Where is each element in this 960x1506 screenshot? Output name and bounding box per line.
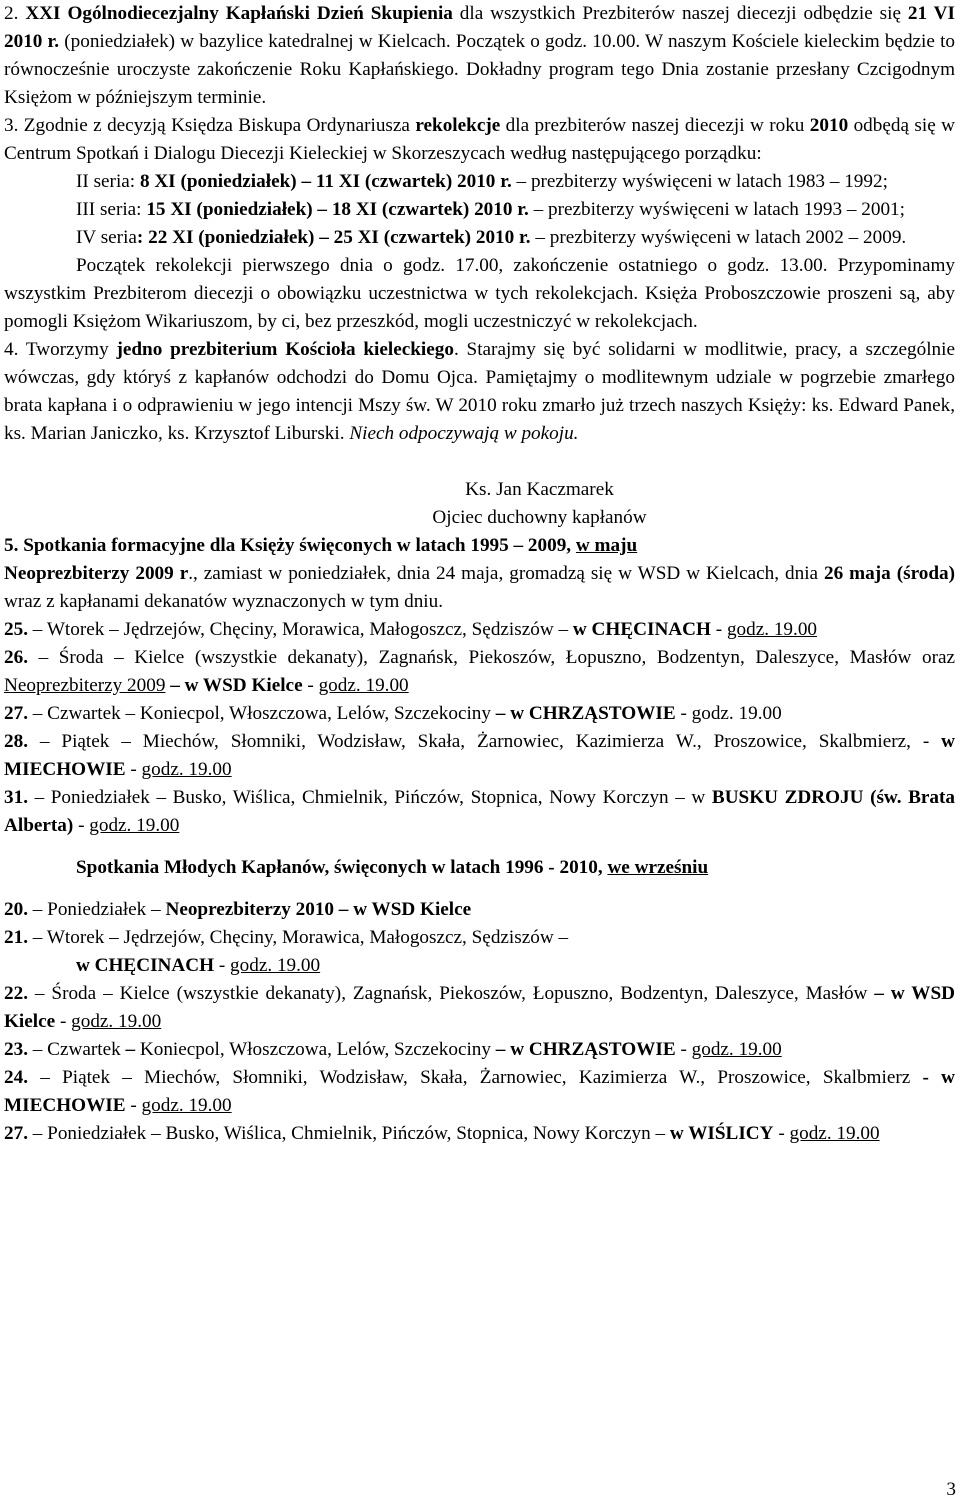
list-item <box>4 924 955 980</box>
meeting-time: godz. 19.00 <box>318 675 409 696</box>
list-item <box>4 896 955 924</box>
series-info: – prezbiterzy wyświęceni w latach 2002 – 2009. <box>530 227 907 248</box>
day-number: 20. <box>4 899 28 920</box>
signature-title: Ojciec duchowny kapłanów <box>432 507 647 528</box>
paragraph-number: 2. <box>4 3 26 24</box>
day-number: 28. <box>4 731 28 752</box>
deaneries: – Poniedziałek – Busko, Wiślica, Chmielnik, Pińczów, Stopnica, Nowy Korczyn – w <box>27 787 712 808</box>
retreat-closing: Początek rekolekcji pierwszego dnia o godz. 17.00, zakończenie ostatniego o godz. 13.00. Przypominamy wszystkim Prezbiterom diecezji o obowiązku uczestnictwa w tych rekolekcjach. Księża Proboszczowie proszeni są, aby pomogli Księżom Wikariuszom, by ci, bez przeszkód, mogli uczestniczyć w rekolekcjach. <box>4 255 955 332</box>
deaneries: – Piątek – Miechów, Słomniki, Wodzisław, Skała, Żarnowiec, Kazimierza W., Proszowice, Skalbmierz, - <box>27 731 942 752</box>
deaneries: – Piątek – Miechów, Słomniki, Wodzisław, Skała, Żarnowiec, Kazimierza W., Proszowice, Skalbmierz <box>27 1067 923 1088</box>
event-date: 21 VI 2010 r. <box>4 3 956 52</box>
list-item <box>4 700 955 728</box>
meeting-place: BUSKU ZDROJU (św. Brata Alberta) <box>4 787 955 836</box>
section-month: we wrześniu <box>607 857 709 878</box>
day-number: 26. <box>4 647 28 668</box>
young-priests-heading <box>4 854 955 882</box>
year: 2010 <box>809 115 849 136</box>
series-info: – prezbiterzy wyświęceni w latach 1983 – 1992; <box>511 171 888 192</box>
separator: - <box>710 619 727 640</box>
meeting-time: godz. 19.00 <box>726 619 818 640</box>
deaneries: – Wtorek – Jędrzejów, Chęciny, Morawica, Małogoszcz, Sędziszów – <box>27 927 569 948</box>
deaneries: – Czwartek <box>27 1039 126 1060</box>
meeting-place: w MIECHOWIE <box>4 731 955 780</box>
day-number: 25. <box>4 619 28 640</box>
meeting-time: godz. 19.00 <box>89 815 180 836</box>
deaneries: – Środa – Kielce (wszystkie dekanaty), Zagnańsk, Piekoszów, Łopuszno, Bodzentyn, Daleszyce, Masłów oraz <box>27 647 955 668</box>
dash: – <box>125 1039 140 1060</box>
section-heading: Spotkania Młodych Kapłanów, święconych w latach 1996 - 2010, <box>76 857 608 878</box>
day-number: 22. <box>4 983 28 1004</box>
deaneries: – Poniedziałek – Busko, Wiślica, Chmielnik, Pińczów, Stopnica, Nowy Korczyn – <box>27 1123 670 1144</box>
retreat-series-3 <box>4 196 955 224</box>
separator: - <box>214 955 231 976</box>
meeting-place: Neoprezbiterzy 2010 – w WSD Kielce <box>165 899 472 920</box>
meeting-time: godz. 19.00 <box>691 703 782 724</box>
list-item <box>4 1120 955 1148</box>
deaneries: – Środa – Kielce (wszystkie dekanaty), Zagnańsk, Piekoszów, Łopuszno, Bodzentyn, Daleszyce, Masłów <box>27 983 875 1004</box>
page-number: 3 <box>946 1479 956 1500</box>
list-item <box>4 980 955 1036</box>
text: (poniedziałek) w bazylice katedralnej w Kielcach. Początek o godz. 10.00. W naszym Kościele kieleckim będzie to równocześnie uroczyste zakończenie Roku Kapłańskiego. Dokładny program tego Dnia zostanie przesłany Czcigodnym Księżom w późniejszym terminie. <box>4 31 955 108</box>
day-number: 31. <box>4 787 28 808</box>
list-item <box>4 1064 955 1120</box>
paragraph-2 <box>4 0 955 112</box>
meeting-time: godz. 19.00 <box>71 1011 162 1032</box>
date-highlight: 26 maja (środa) <box>824 563 955 584</box>
paragraph-3 <box>4 112 955 168</box>
list-item <box>4 616 955 644</box>
neopresbyters: Neoprezbiterzy 2009 r <box>4 563 189 584</box>
separator: - <box>675 703 692 724</box>
text: wraz z kapłanami dekanatów wyznaczonych w tym dniu. <box>4 591 444 612</box>
separator: - <box>125 759 142 780</box>
retreat-series-4 <box>4 224 955 252</box>
day-number: 24. <box>4 1067 28 1088</box>
meeting-time: godz. 19.00 <box>691 1039 782 1060</box>
deaneries: Koniecpol, Włoszczowa, Lelów, Szczekociny <box>139 1039 496 1060</box>
meeting-place: – w WSD Kielce <box>4 983 955 1032</box>
deaneries: – Czwartek – Koniecpol, Włoszczowa, Lelów, Szczekociny <box>27 703 496 724</box>
paragraph-5-heading <box>4 532 955 560</box>
text: ., zamiast w poniedziałek, dnia 24 maja, gromadzą się w WSD w Kielcach, dnia <box>188 563 825 584</box>
event-title: XXI Ogólnodiecezjalny Kapłański Dzień Skupienia <box>25 3 453 24</box>
section-heading: 5. Spotkania formacyjne dla Księży święconych w latach 1995 – 2009, <box>4 535 576 556</box>
meeting-place: – w CHRZĄSTOWIE <box>495 1039 676 1060</box>
meeting-time: godz. 19.00 <box>141 1095 232 1116</box>
list-item <box>4 1036 955 1064</box>
meeting-place: - w MIECHOWIE <box>4 1067 955 1116</box>
day-number: 21. <box>4 927 28 948</box>
separator: - <box>302 675 319 696</box>
neopresbyters: Neoprezbiterzy 2009 <box>4 675 166 696</box>
paragraph-4 <box>4 336 955 448</box>
series-dates: 15 XI (poniedziałek) – 18 XI (czwartek) 2010 r. <box>146 199 529 220</box>
prayer-phrase: Niech odpoczywają w pokoju. <box>349 423 579 444</box>
spacer <box>4 882 955 896</box>
separator: - <box>675 1039 692 1060</box>
series-dates: 8 XI (poniedziałek) – 11 XI (czwartek) 2010 r. <box>139 171 512 192</box>
list-item <box>4 644 955 700</box>
meeting-place: – w CHRZĄSTOWIE <box>495 703 676 724</box>
section-month: w maju <box>575 535 638 556</box>
series-label: III seria: <box>76 199 147 220</box>
series-label: II seria: <box>76 171 140 192</box>
separator: - <box>125 1095 142 1116</box>
list-item <box>4 784 955 840</box>
paragraph-5-body <box>4 560 955 616</box>
keyword-retreat: rekolekcje <box>415 115 501 136</box>
presbyterium-phrase: jedno prezbiterium Kościoła kieleckiego <box>116 339 454 360</box>
text: odbędą się w Centrum Spotkań i Dialogu Diecezji Kieleckiej w Skorzeszycach według następującego porządku: <box>4 115 955 164</box>
signature-name: Ks. Jan Kaczmarek <box>465 479 614 500</box>
separator: - <box>773 1123 790 1144</box>
meeting-time: godz. 19.00 <box>789 1123 880 1144</box>
spacer <box>4 448 955 476</box>
meeting-place: w CHĘCINACH <box>76 955 215 976</box>
meeting-time: godz. 19.00 <box>230 955 321 976</box>
text: dla prezbiterów naszej diecezji w roku <box>500 115 810 136</box>
deaneries: – Wtorek – Jędrzejów, Chęciny, Morawica, Małogoszcz, Sędziszów – <box>27 619 573 640</box>
series-info: – prezbiterzy wyświęceni w latach 1993 – 2001; <box>528 199 905 220</box>
indent <box>4 955 76 976</box>
separator: - <box>55 1011 72 1032</box>
meeting-place: – w WSD Kielce <box>165 675 303 696</box>
document-page <box>4 0 955 1148</box>
spacer <box>4 840 955 854</box>
day-number: 27. <box>4 1123 28 1144</box>
retreat-series-2 <box>4 168 955 196</box>
text: dla wszystkich Prezbiterów naszej diecezji odbędzie się <box>452 3 908 24</box>
series-label: IV seria <box>76 227 137 248</box>
text: 3. Zgodnie z decyzją Księdza Biskupa Ordynariusza <box>4 115 416 136</box>
day-number: 23. <box>4 1039 28 1060</box>
separator: - <box>73 815 90 836</box>
day-number: 27. <box>4 703 28 724</box>
meeting-time: godz. 19.00 <box>141 759 232 780</box>
series-dates: : 22 XI (poniedziałek) – 25 XI (czwartek) 2010 r. <box>136 227 531 248</box>
meeting-place: w CHĘCINACH <box>572 619 711 640</box>
deaneries: – Poniedziałek – <box>27 899 166 920</box>
text: 4. Tworzymy <box>4 339 117 360</box>
text: . Starajmy się być solidarni w modlitwie, pracy, a szczególnie wówczas, gdy któryś z kapłanów odchodzi do Domu Ojca. Pamiętajmy o modlitewnym udziale w pogrzebie zmarłego brata kapłana i o odprawieniu w jego intencji Mszy św. W 2010 roku zmarło już trzech naszych Księży: ks. Edward Panek, ks. Marian Janiczko, ks. Krzysztof Liburski. <box>4 339 955 444</box>
list-item <box>4 728 955 784</box>
meeting-place: w WIŚLICY <box>669 1123 774 1144</box>
